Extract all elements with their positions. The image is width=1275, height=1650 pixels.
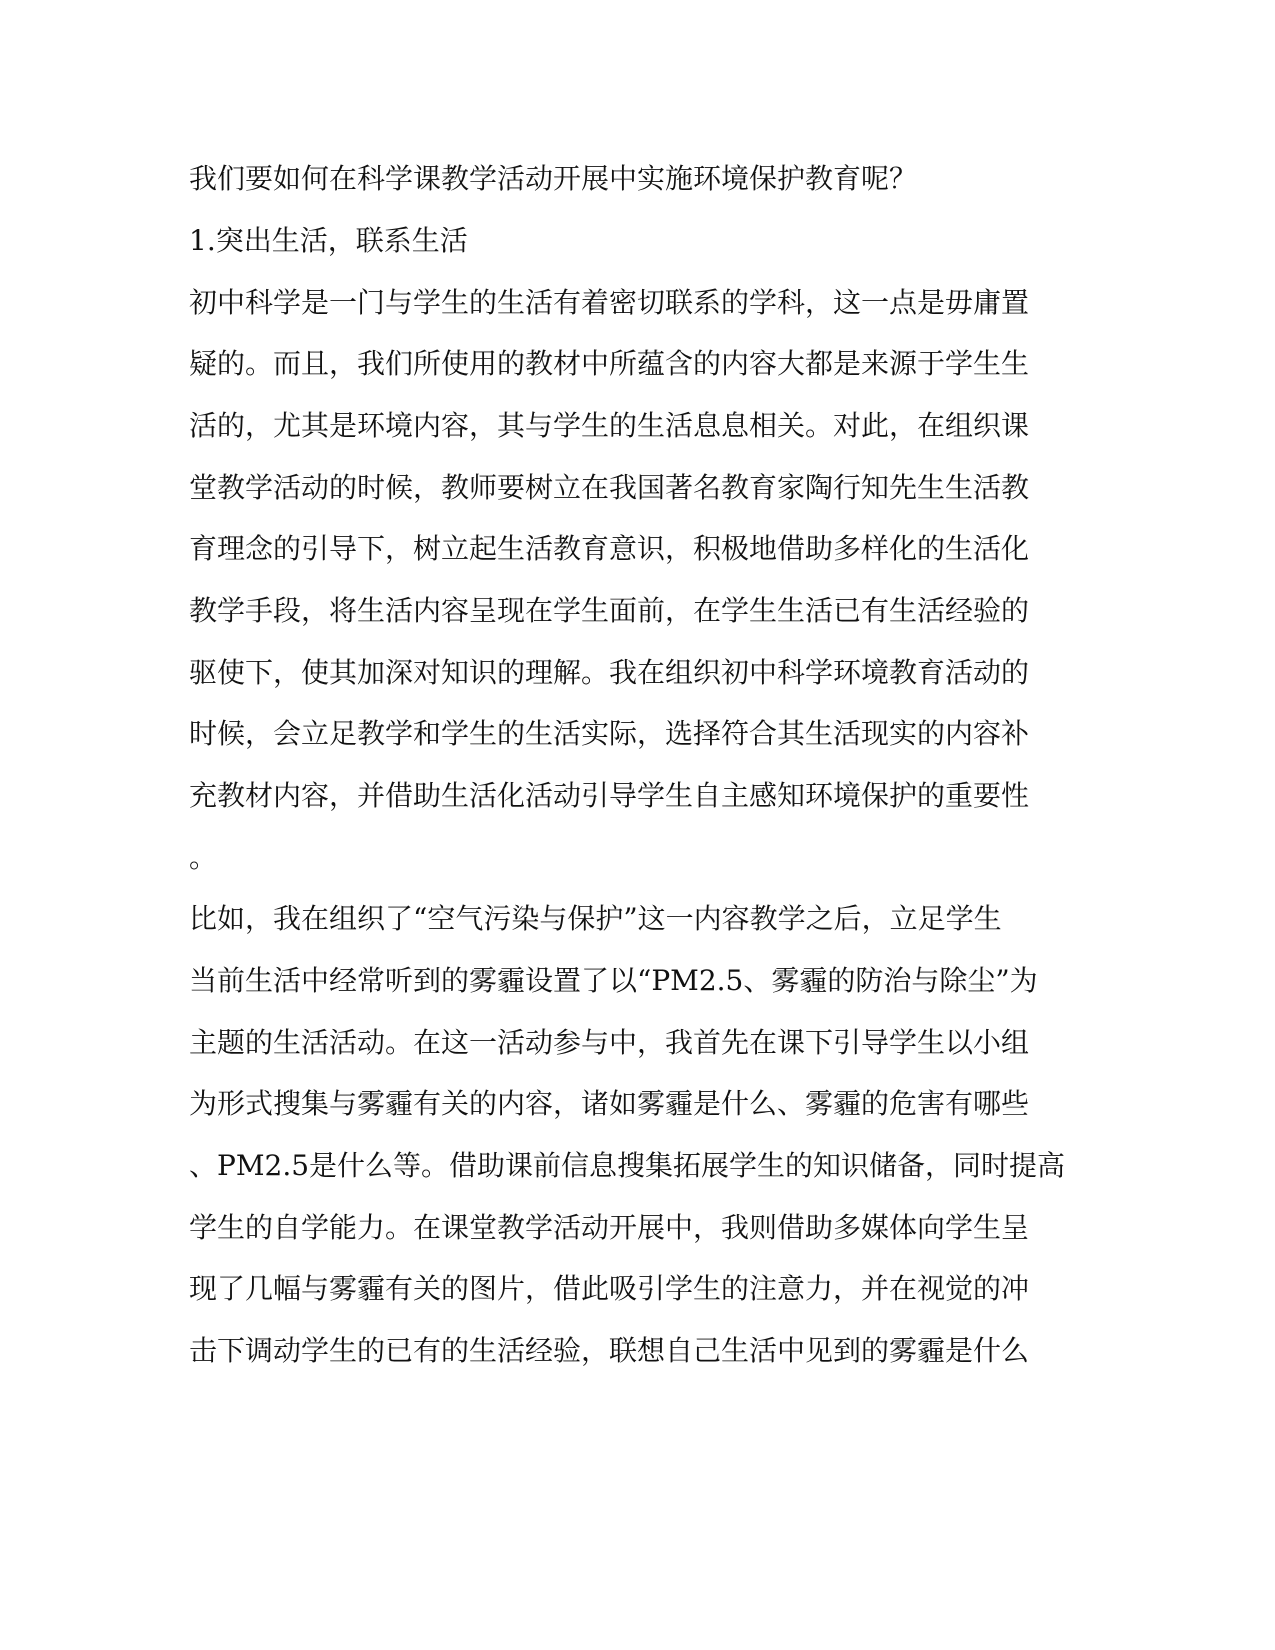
- text-line: 击下调动学生的已有的生活经验，联想自己生活中见到的雾霾是什么: [189, 1334, 1030, 1367]
- text-line: 堂教学活动的时候，教师要树立在我国著名教育家陶行知先生生活教: [189, 471, 1030, 504]
- text-line: 主题的生活活动。在这一活动参与中，我首先在课下引导学生以小组: [189, 1026, 1030, 1059]
- text-line: 育理念的引导下，树立起生活教育意识，积极地借助多样化的生活化: [189, 532, 1030, 565]
- text-line: 当前生活中经常听到的雾霾设置了以“PM2.5、雾霾的防治与除尘”为: [189, 964, 1038, 997]
- text-line: 初中科学是一门与学生的生活有着密切联系的学科，这一点是毋庸置: [189, 286, 1030, 319]
- text-line: 现了几幅与雾霾有关的图片，借此吸引学生的注意力，并在视觉的冲: [189, 1272, 1030, 1305]
- text-line: 、PM2.5是什么等。借助课前信息搜集拓展学生的知识储备，同时提高: [189, 1149, 1066, 1182]
- text-line: 时候，会立足教学和学生的生活实际，选择符合其生活现实的内容补: [189, 717, 1030, 750]
- section-heading: 1.突出生活，联系生活: [189, 224, 468, 257]
- text-line: 活的，尤其是环境内容，其与学生的生活息息相关。对此，在组织课: [189, 409, 1030, 442]
- text-line: 驱使下，使其加深对知识的理解。我在组织初中科学环境教育活动的: [189, 656, 1030, 689]
- text-line: 疑的。而且，我们所使用的教材中所蕴含的内容大都是来源于学生生: [189, 347, 1030, 380]
- text-line: 充教材内容，并借助生活化活动引导学生自主感知环境保护的重要性: [189, 779, 1030, 812]
- text-line: 。: [189, 841, 218, 874]
- text-line: 比如，我在组织了“空气污染与保护”这一内容教学之后，立足学生: [189, 902, 1002, 935]
- text-line: 我们要如何在科学课教学活动开展中实施环境保护教育呢？: [189, 162, 918, 195]
- text-line: 教学手段，将生活内容呈现在学生面前，在学生生活已有生活经验的: [189, 594, 1030, 627]
- text-line: 学生的自学能力。在课堂教学活动开展中，我则借助多媒体向学生呈: [189, 1211, 1030, 1244]
- text-line: 为形式搜集与雾霾有关的内容，诸如雾霾是什么、雾霾的危害有哪些: [189, 1087, 1030, 1120]
